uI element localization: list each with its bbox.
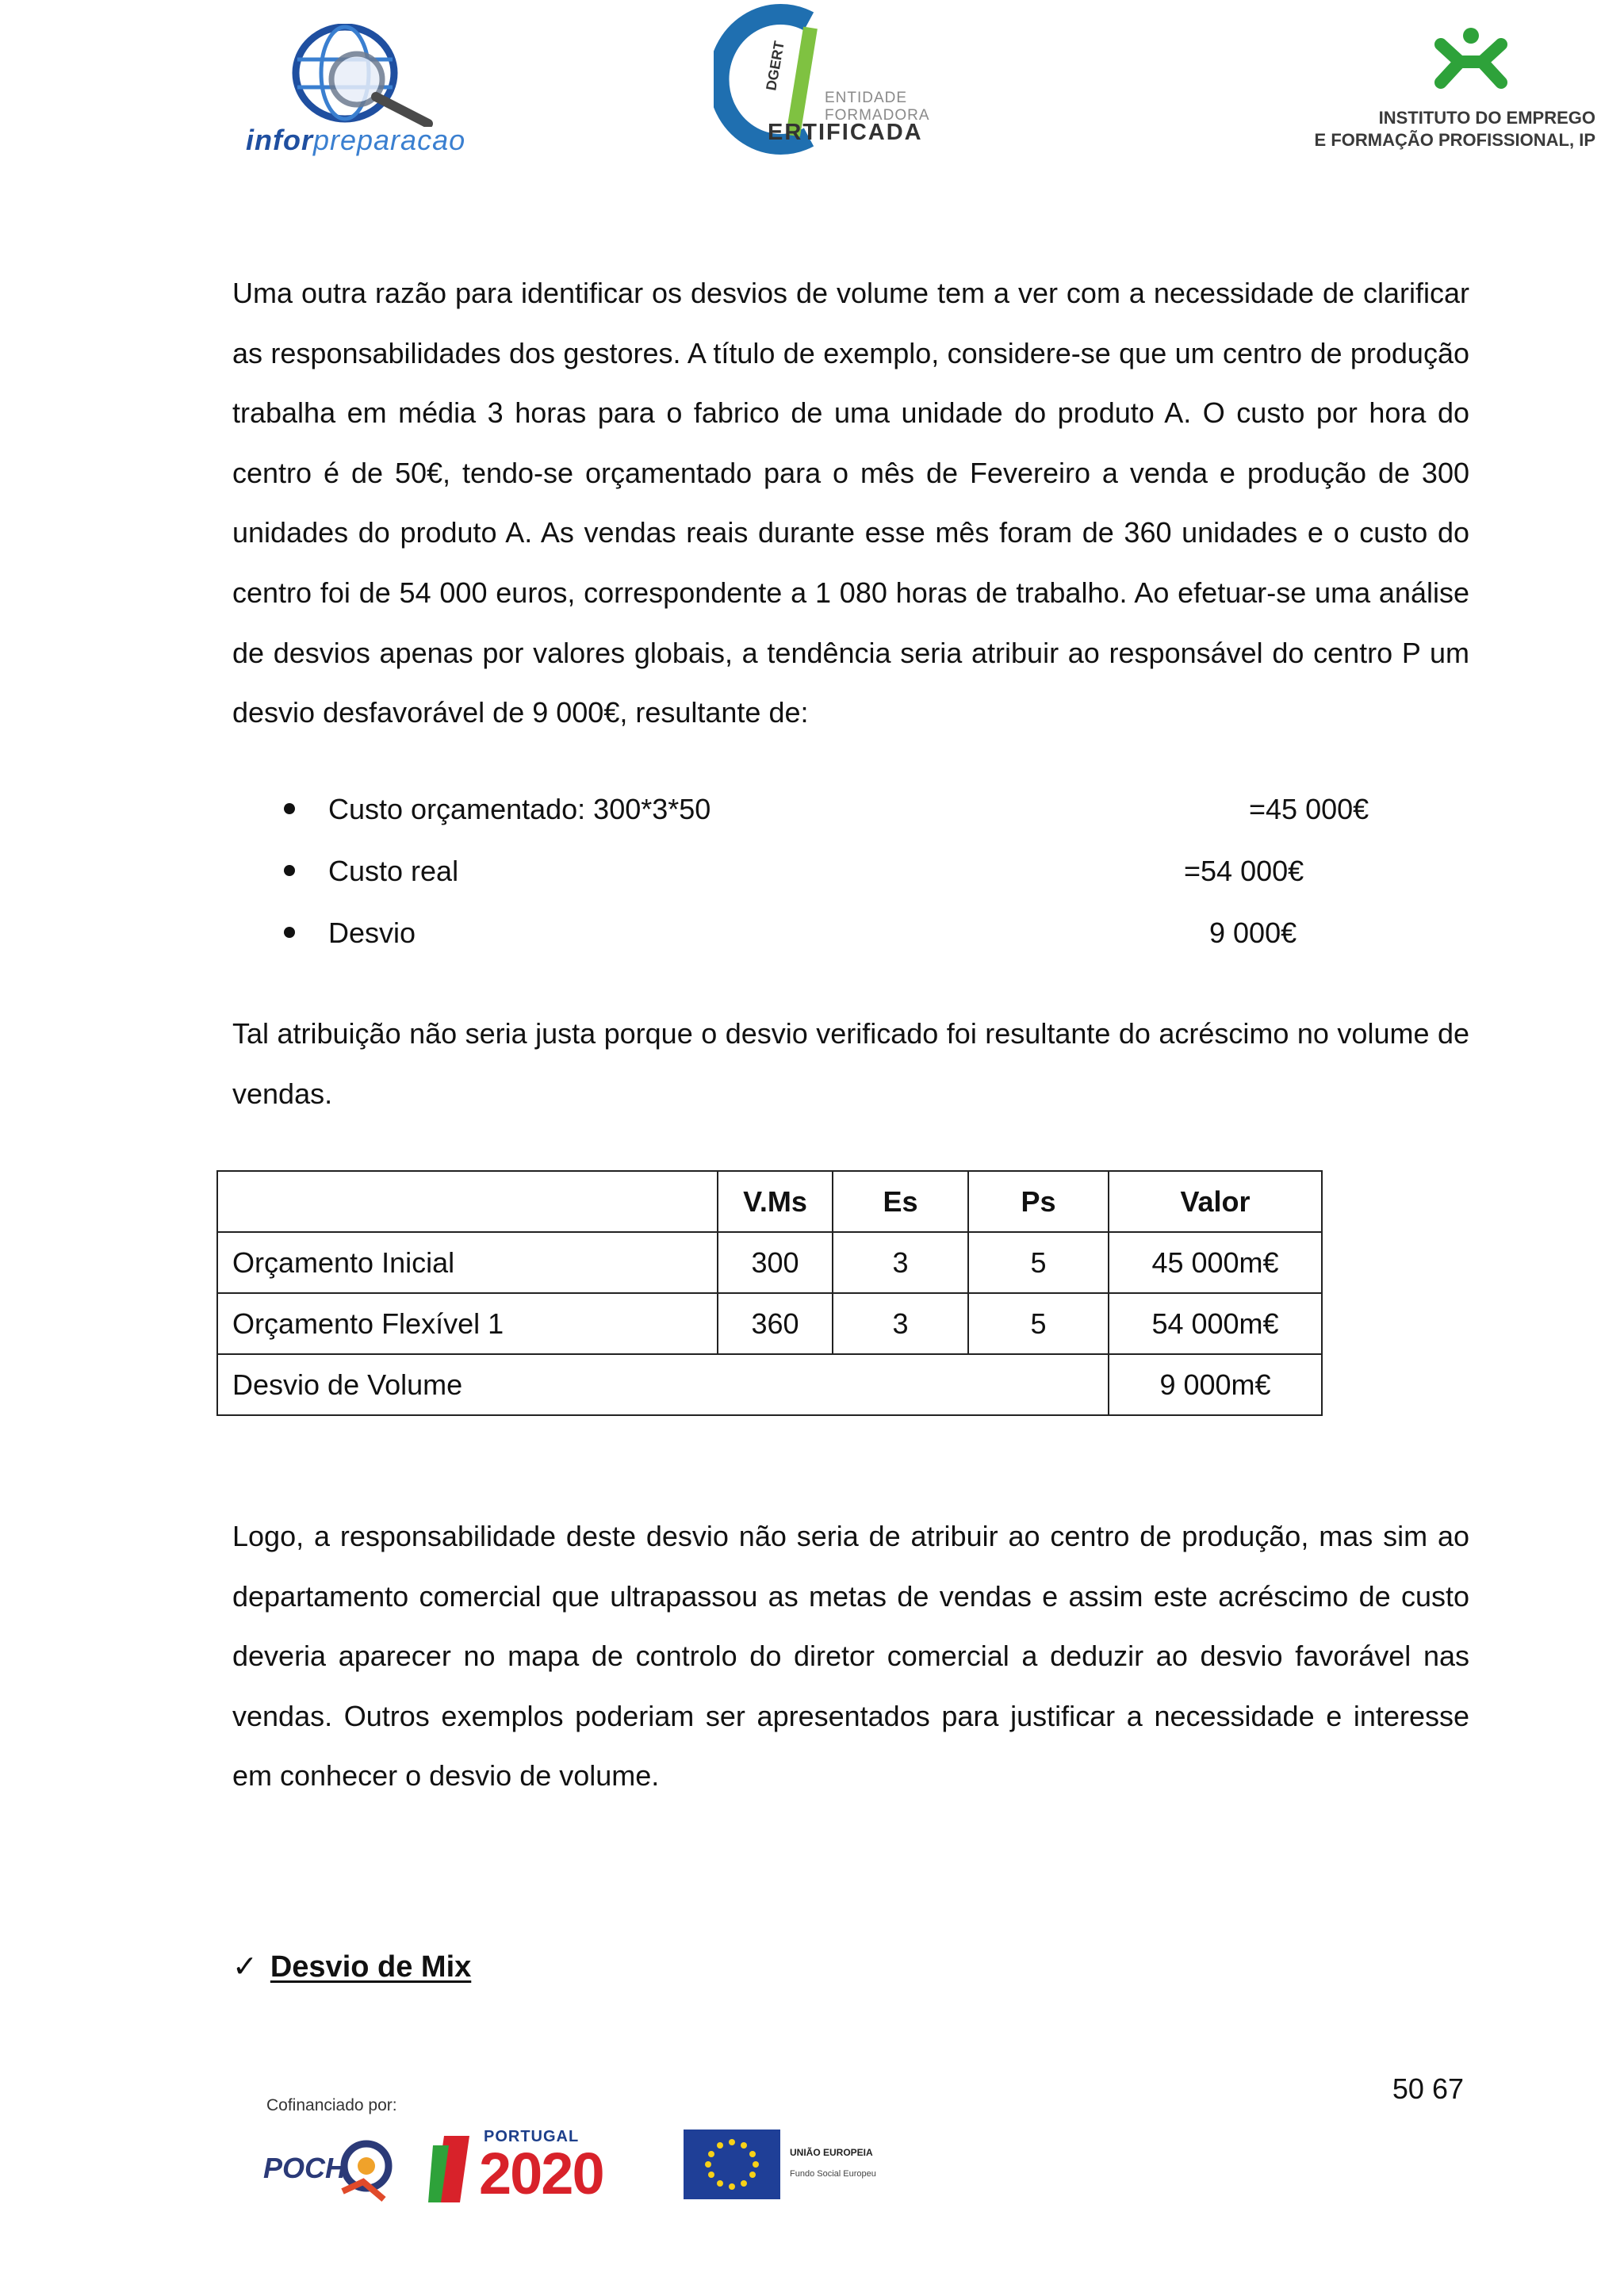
table-total-row: [217, 1354, 1322, 1415]
iefp-x-mark-icon: [1340, 24, 1602, 103]
bullet-label: Custo real: [328, 855, 459, 887]
paragraph-attribution: Tal atribuição não seria justa porque o desvio verificado foi resultante do acréscimo no volume de vendas.: [232, 1017, 1469, 1110]
portugal-2020-logo: [428, 2125, 650, 2212]
table-row: [217, 1232, 1322, 1293]
table-header-row: [217, 1171, 1322, 1232]
poch-logo: [262, 2130, 396, 2209]
table-cell: 360: [718, 1293, 833, 1354]
iefp-logo: [1314, 24, 1602, 159]
table-cell: 300: [718, 1232, 833, 1293]
bullet-item: [232, 779, 1398, 840]
iefp-line2: E FORMAÇÃO PROFISSIONAL, IP: [1314, 130, 1595, 150]
portugal-flag-mark-icon: [428, 2130, 476, 2209]
poch-figure-icon: [335, 2134, 398, 2206]
globe-magnifier-icon: [238, 24, 468, 127]
inforpreparacao-wordmark: inforpreparacao: [246, 124, 466, 156]
table-cell: 3: [833, 1293, 968, 1354]
table-header-cell: Ps: [968, 1171, 1109, 1232]
bullet-dot-icon: [284, 927, 295, 938]
table-cell: 45 000m€: [1109, 1232, 1322, 1293]
svg-text:DGERT: DGERT: [763, 40, 787, 92]
table-header-cell: Es: [833, 1171, 968, 1232]
dgert-line3: ERTIFICADA: [768, 120, 923, 145]
bullet-dot-icon: [284, 803, 295, 814]
dgert-certified-logo: [714, 4, 936, 155]
table-cell: 54 000m€: [1109, 1293, 1322, 1354]
checkmark-icon: ✓: [232, 1950, 258, 1984]
cofinanced-label: Cofinanciado por:: [266, 2096, 397, 2114]
table-cell: 5: [968, 1293, 1109, 1354]
section-heading-desvio-mix: [232, 1949, 471, 1984]
table-header-cell: [217, 1171, 718, 1232]
dgert-line2: FORMADORA: [825, 107, 930, 124]
bullet-value: 9 000€: [1209, 916, 1297, 949]
table-cell: Desvio de Volume: [217, 1354, 1109, 1415]
bullet-label: Custo orçamentado: 300*3*50: [328, 793, 711, 825]
dgert-line1: ENTIDADE: [825, 90, 908, 106]
table-cell: 5: [968, 1232, 1109, 1293]
table-header-cell: Valor: [1109, 1171, 1322, 1232]
table-row: [217, 1293, 1322, 1354]
page-number: 50 67: [1392, 2072, 1464, 2105]
bullet-item: [232, 840, 1398, 902]
eu-fund-logo: [684, 2130, 921, 2206]
table-cell: Orçamento Inicial: [217, 1232, 718, 1293]
table-cell: 9 000m€: [1109, 1354, 1322, 1415]
section-title: Desvio de Mix: [270, 1950, 472, 1984]
table-cell: Orçamento Flexível 1: [217, 1293, 718, 1354]
eu-flag-icon: [684, 2130, 780, 2199]
table-header-cell: V.Ms: [718, 1171, 833, 1232]
poch-wordmark: POCH: [263, 2152, 347, 2184]
eu-label: UNIÃO EUROPEIA: [790, 2147, 873, 2158]
table-cell: 3: [833, 1232, 968, 1293]
inforpreparacao-logo: [238, 24, 468, 166]
year-2020-label: 2020: [479, 2141, 603, 2206]
cost-bullet-list: [232, 779, 1398, 964]
bullet-label: Desvio: [328, 916, 416, 949]
paragraph-intro: Uma outra razão para identificar os desvios de volume tem a ver com a necessidade de clarificar as responsabilidades dos gestores. A título de exemplo, considere-se que um centro de produção trabalha em média 3 horas para o fabrico de uma unidade do produto A. O custo por hora do centro é de 50€, tendo-se orçamentado para o mês de Fevereiro a venda e produção de 300 unidades do produto A. As vendas reais durante esse mês foram de 360 unidades e o custo do centro foi de 54 000 euros, correspondente a 1 080 horas de trabalho. Ao efetuar-se uma análise de desvios apenas por valores globais, a tendência seria atribuir ao responsável do centro P um desvio desfavorável de 9 000€, resultante de:: [232, 277, 1469, 729]
bullet-item: [232, 902, 1398, 964]
iefp-line1: INSTITUTO DO EMPREGO: [1378, 108, 1595, 128]
portugal-label: PORTUGAL: [484, 2128, 580, 2145]
esf-label: Fundo Social Europeu: [790, 2169, 876, 2179]
bullet-dot-icon: [284, 865, 295, 876]
volume-variance-table: [216, 1170, 1323, 1416]
bullet-value: =54 000€: [1184, 855, 1304, 887]
paragraph-conclusion: Logo, a responsabilidade deste desvio não seria de atribuir ao centro de produção, mas sim ao departamento comercial que ultrapassou as metas de vendas e assim este acréscimo de custo deveria aparecer no mapa de controlo do diretor comercial a deduzir ao desvio favorável nas vendas. Outros exemplos poderiam ser apresentados para justificar a necessidade e interesse em conhecer o desvio de volume.: [232, 1520, 1469, 1793]
bullet-value: =45 000€: [1249, 793, 1369, 825]
